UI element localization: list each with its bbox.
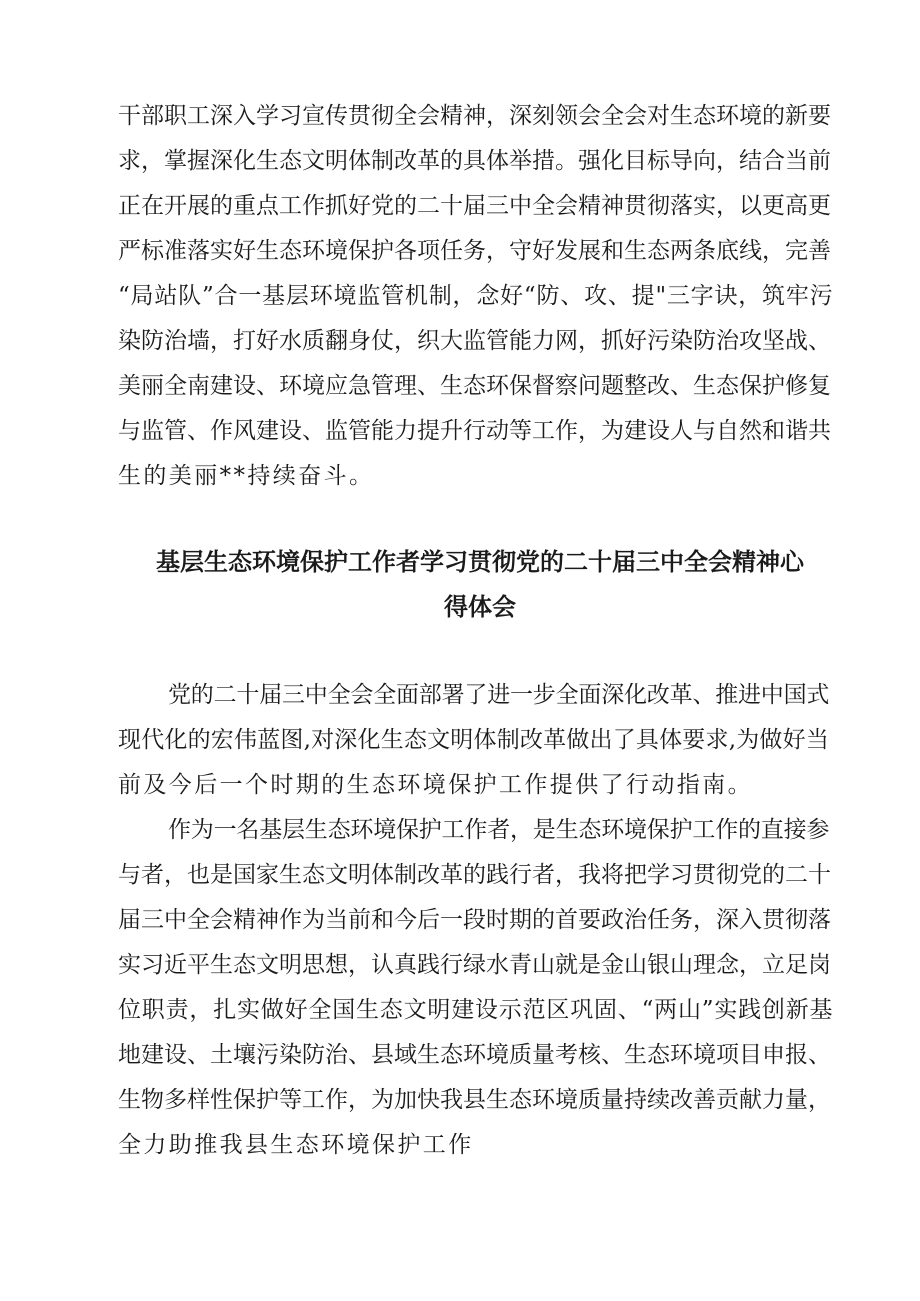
body-text-line: 地建设、土壤污染防治、县域生态环境质量考核、生态环境项目申报、 xyxy=(118,1042,831,1068)
body-text-line: 严标准落实好生态环境保护各项任务，守好发展和生态两条底线，完善 xyxy=(118,238,831,264)
body-text-line: 染防治墙，打好水质翻身仗，织大监管能力网，抓好污染防治攻坚战、 xyxy=(118,328,831,354)
body-text-line: 届三中全会精神作为当前和今后一段时期的首要政治任务，深入贯彻落 xyxy=(118,907,831,933)
body-text-line: 前及今后一个时期的生态环境保护工作提供了行动指南。 xyxy=(118,772,753,798)
body-text-line: 与者，也是国家生态文明体制改革的践行者，我将把学习贯彻党的二十 xyxy=(118,862,831,888)
body-text-line: 作为一名基层生态环境保护工作者，是生态环境保护工作的直接参 xyxy=(168,817,830,843)
body-text-line: “局站队”合一基层环境监管机制，念好“防、攻、提"三字诀，筑牢污 xyxy=(118,283,834,309)
section-title: 基层生态环境保护工作者学习贯彻党的二十届三中全会精神心 xyxy=(156,548,804,576)
body-text-line: 现代化的宏伟蓝图,对深化生态文明体制改革做出了具体要求,为做好当 xyxy=(118,727,830,753)
body-text-line: 生的美丽**持续奋斗。 xyxy=(118,463,375,489)
body-text-line: 与监管、作风建设、监管能力提升行动等工作，为建设人与自然和谐共 xyxy=(118,418,831,444)
body-text-line: 生物多样性保护等工作，为加快我县生态环境质量持续改善贡献力量， xyxy=(118,1087,831,1113)
body-text-line: 正在开展的重点工作抓好党的二十届三中全会精神贯彻落实，以更高更 xyxy=(118,193,831,219)
body-text-line: 位职责，扎实做好全国生态文明建设示范区巩固、“两山”实践创新基 xyxy=(118,997,834,1023)
body-text-line: 党的二十届三中全会全面部署了进一步全面深化改革、推进中国式 xyxy=(168,682,830,708)
body-text-line: 美丽全南建设、环境应急管理、生态环保督察问题整改、生态保护修复 xyxy=(118,373,831,399)
body-text-line: 求，掌握深化生态文明体制改革的具体举措。强化目标导向，结合当前 xyxy=(118,148,831,174)
section-title: 得体会 xyxy=(444,593,516,621)
body-text-line: 全力助推我县生态环境保护工作 xyxy=(118,1132,474,1158)
body-text-line: 实习近平生态文明思想，认真践行绿水青山就是金山银山理念，立足岗 xyxy=(118,952,831,978)
body-text-line: 干部职工深入学习宣传贯彻全会精神，深刻领会全会对生态环境的新要 xyxy=(118,103,831,129)
